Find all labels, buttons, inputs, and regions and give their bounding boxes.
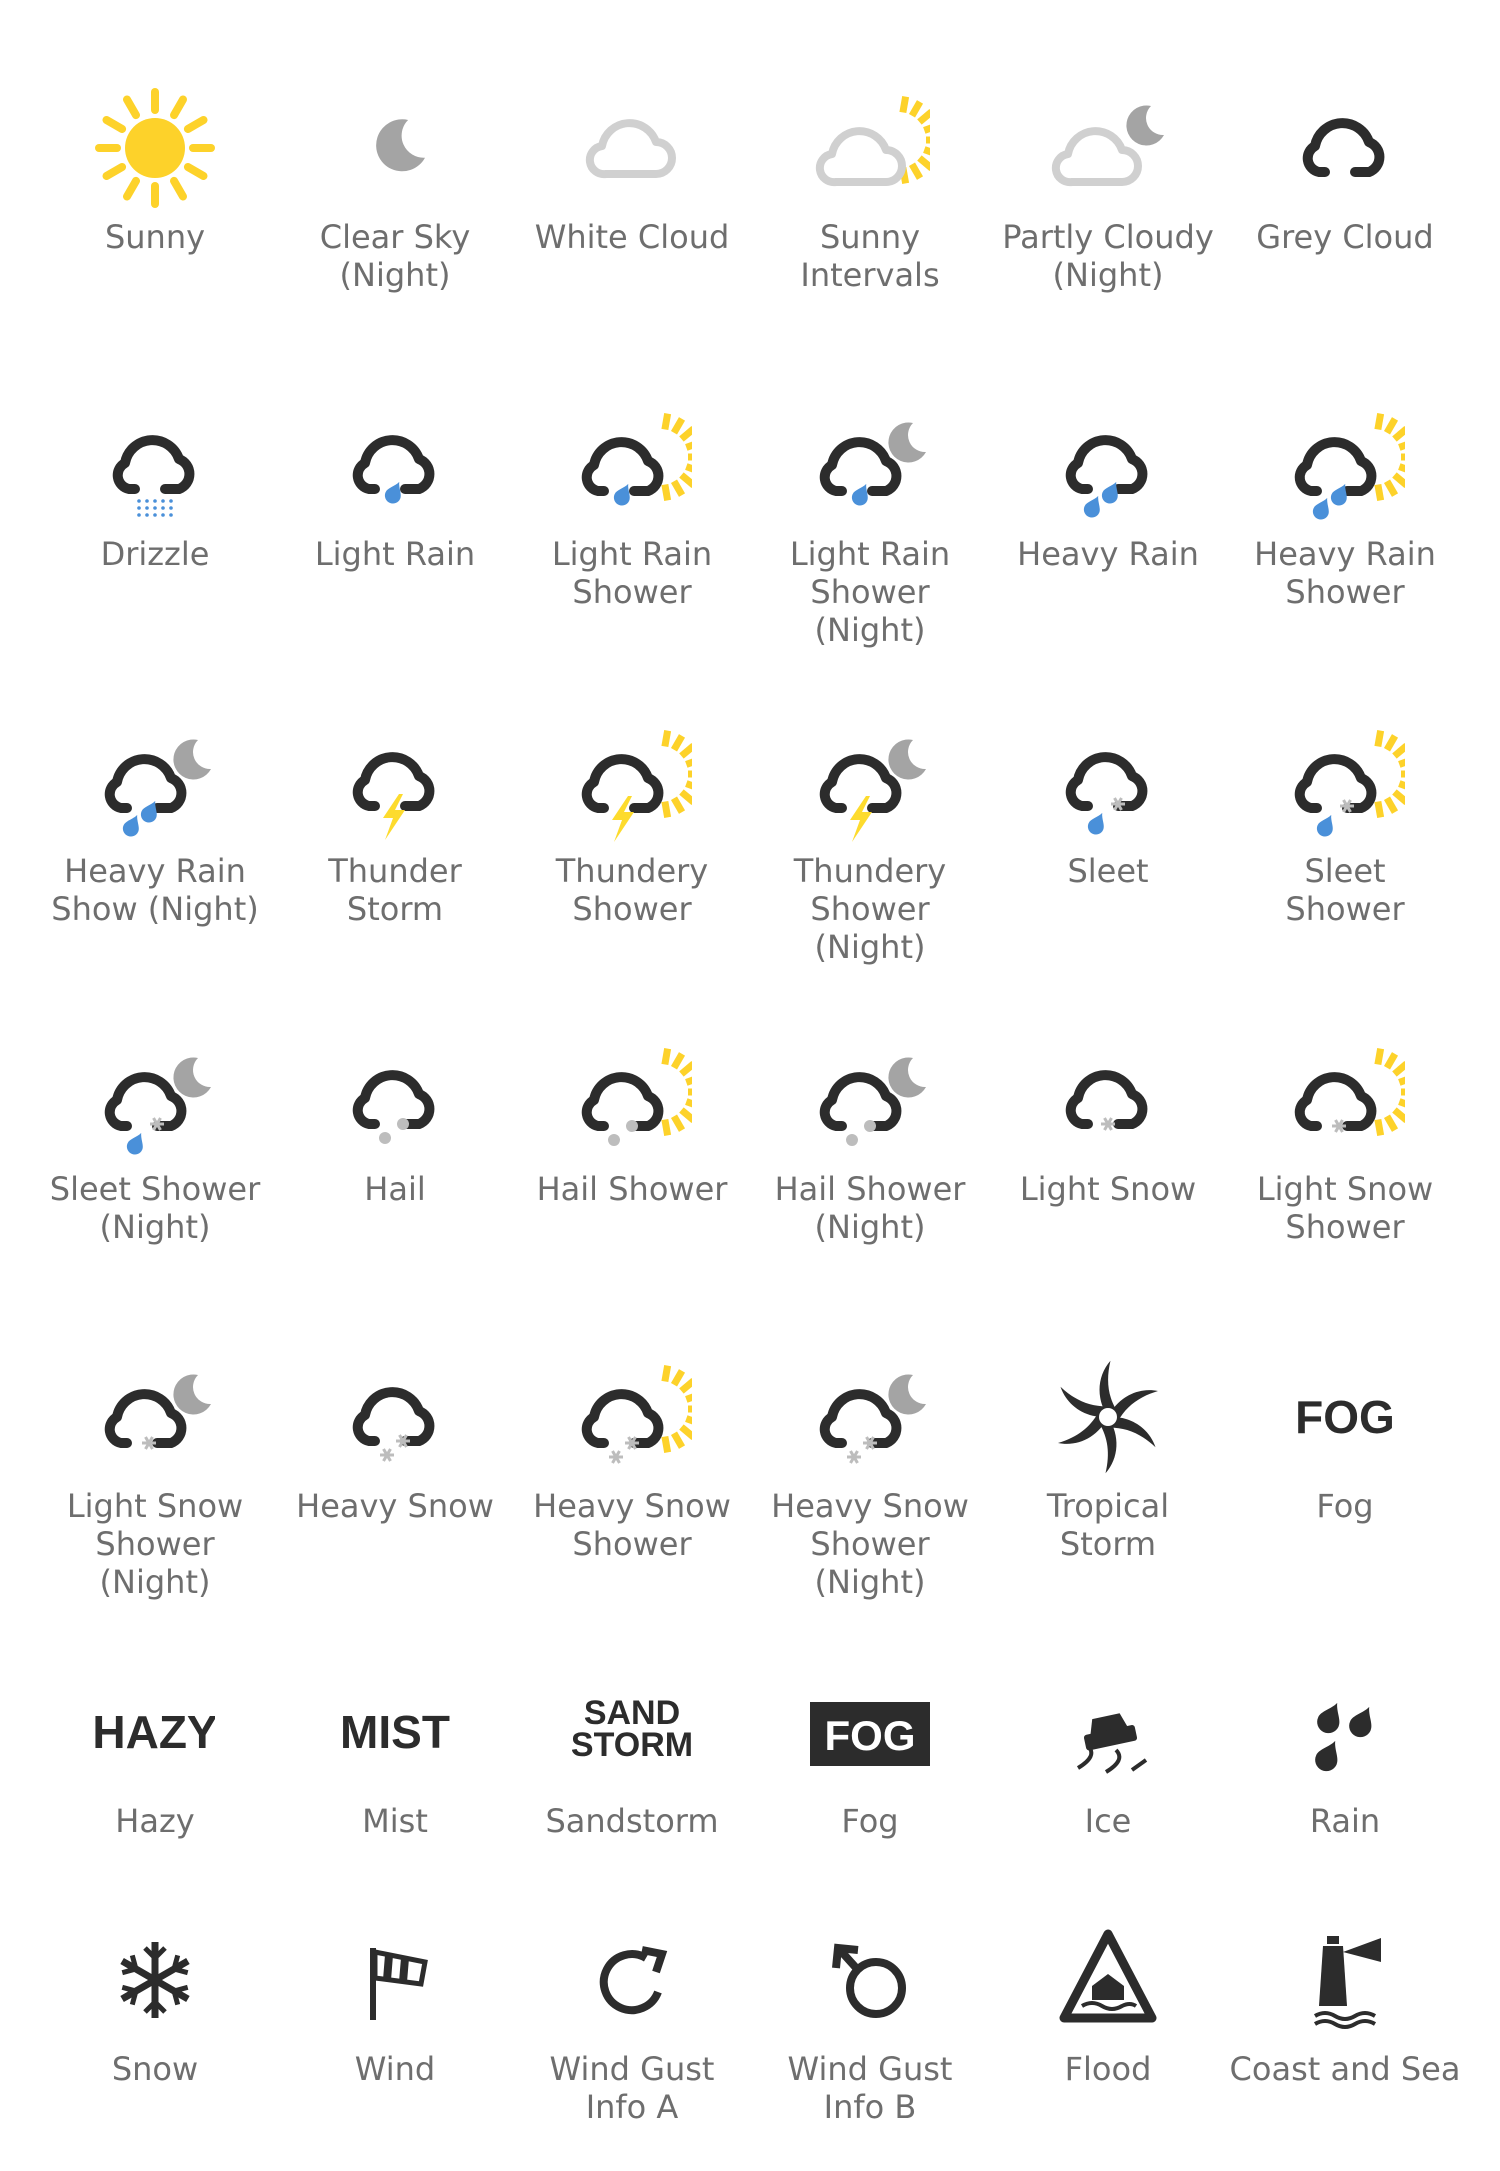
fog-box-icon <box>810 1672 930 1792</box>
weather-label: Coast and Sea <box>1229 2050 1461 2088</box>
thundery-shower-icon <box>572 722 692 842</box>
weather-label: Sleet Shower <box>1285 852 1405 928</box>
weather-label: Tropical Storm <box>1046 1487 1170 1563</box>
heavy-snow-shower-icon <box>572 1357 692 1477</box>
drizzle-icon <box>95 405 215 525</box>
thundery-shower-night-icon <box>810 722 930 842</box>
hazy-text-icon <box>95 1672 215 1792</box>
svg-text:SANDSTORM: SAND STORM <box>572 1694 692 1764</box>
tropical-storm-icon <box>1048 1357 1168 1477</box>
weather-label: Thundery Shower <box>555 852 709 928</box>
weather-label: Thundery Shower (Night) <box>793 852 947 966</box>
sunny-intervals-icon <box>810 88 930 208</box>
weather-label: Thunder Storm <box>328 852 462 928</box>
weather-label: Partly Cloudy (Night) <box>1002 218 1214 294</box>
weather-label: Heavy Snow <box>296 1487 494 1525</box>
weather-label: Heavy Rain Shower <box>1254 535 1436 611</box>
weather-label: Snow <box>111 2050 199 2088</box>
hail-icon <box>335 1040 455 1160</box>
light-rain-icon <box>335 405 455 525</box>
weather-label: Light Rain <box>314 535 476 573</box>
light-rain-shower-night-icon <box>810 405 930 525</box>
weather-label: Flood <box>1064 2050 1152 2088</box>
svg-text:FOG: FOG <box>824 1712 916 1759</box>
grey-cloud-icon <box>1285 88 1405 208</box>
weather-label: Heavy Rain <box>1017 535 1199 573</box>
sleet-shower-icon <box>1285 722 1405 842</box>
weather-label: Mist <box>362 1802 428 1840</box>
weather-label: Hazy <box>115 1802 195 1840</box>
snowflake-icon <box>95 1920 215 2040</box>
weather-label: Wind <box>354 2050 436 2088</box>
weather-label: Sunny <box>104 218 206 256</box>
weather-label: Wind Gust Info B <box>787 2050 953 2126</box>
hail-shower-icon <box>572 1040 692 1160</box>
weather-label: Light Rain Shower <box>551 535 713 611</box>
sun-icon <box>95 88 215 208</box>
weather-label: Hail Shower <box>536 1170 728 1208</box>
lighthouse-icon <box>1285 1920 1405 2040</box>
sandstorm-text-icon <box>572 1672 692 1792</box>
hail-shower-night-icon <box>810 1040 930 1160</box>
partly-cloudy-night-icon <box>1048 88 1168 208</box>
svg-text:HAZY: HAZY <box>95 1706 215 1758</box>
thunder-storm-icon <box>335 722 455 842</box>
weather-label: Light Snow Shower <box>1256 1170 1434 1246</box>
weather-label: Heavy Snow Shower (Night) <box>771 1487 969 1601</box>
weather-label: Drizzle <box>100 535 210 573</box>
weather-label: Wind Gust Info A <box>549 2050 715 2126</box>
wind-gust-b-icon <box>810 1920 930 2040</box>
weather-label: Rain <box>1309 1802 1381 1840</box>
weather-label: Light Rain Shower (Night) <box>789 535 951 649</box>
weather-label: Grey Cloud <box>1256 218 1434 256</box>
weather-label: Fog <box>1316 1487 1374 1525</box>
ice-car-icon <box>1048 1672 1168 1792</box>
weather-label: Sunny Intervals <box>800 218 940 294</box>
fog-text-icon <box>1285 1357 1405 1477</box>
flood-icon <box>1048 1920 1168 2040</box>
light-snow-shower-icon <box>1285 1040 1405 1160</box>
heavy-rain-shower-icon <box>1285 405 1405 525</box>
moon-icon <box>335 88 455 208</box>
weather-label: Heavy Snow Shower <box>533 1487 731 1563</box>
sleet-icon <box>1048 722 1168 842</box>
weather-label: Heavy Rain Show (Night) <box>51 852 259 928</box>
heavy-rain-icon <box>1048 405 1168 525</box>
light-rain-shower-icon <box>572 405 692 525</box>
weather-label: Ice <box>1084 1802 1132 1840</box>
weather-label: Sandstorm <box>545 1802 719 1840</box>
weather-label: Hail Shower (Night) <box>774 1170 966 1246</box>
svg-text:FOG: FOG <box>1295 1391 1395 1443</box>
light-snow-icon <box>1048 1040 1168 1160</box>
weather-label: White Cloud <box>534 218 730 256</box>
heavy-snow-shower-night-icon <box>810 1357 930 1477</box>
weather-label: Hail <box>364 1170 426 1208</box>
weather-label: Clear Sky (Night) <box>319 218 471 294</box>
weather-label: Light Snow Shower (Night) <box>66 1487 244 1601</box>
weather-label: Sleet Shower (Night) <box>49 1170 261 1246</box>
svg-text:MIST: MIST <box>340 1706 450 1758</box>
wind-gust-a-icon <box>572 1920 692 2040</box>
weather-label: Sleet <box>1067 852 1149 890</box>
heavy-snow-icon <box>335 1357 455 1477</box>
weather-label: Light Snow <box>1019 1170 1197 1208</box>
windsock-icon <box>335 1920 455 2040</box>
mist-text-icon <box>335 1672 455 1792</box>
sleet-shower-night-icon <box>95 1040 215 1160</box>
light-snow-shower-night-icon <box>95 1357 215 1477</box>
heavy-rain-shower-night-icon <box>95 722 215 842</box>
white-cloud-icon <box>572 88 692 208</box>
weather-label: Fog <box>841 1802 899 1840</box>
rain-drops-icon <box>1285 1672 1405 1792</box>
